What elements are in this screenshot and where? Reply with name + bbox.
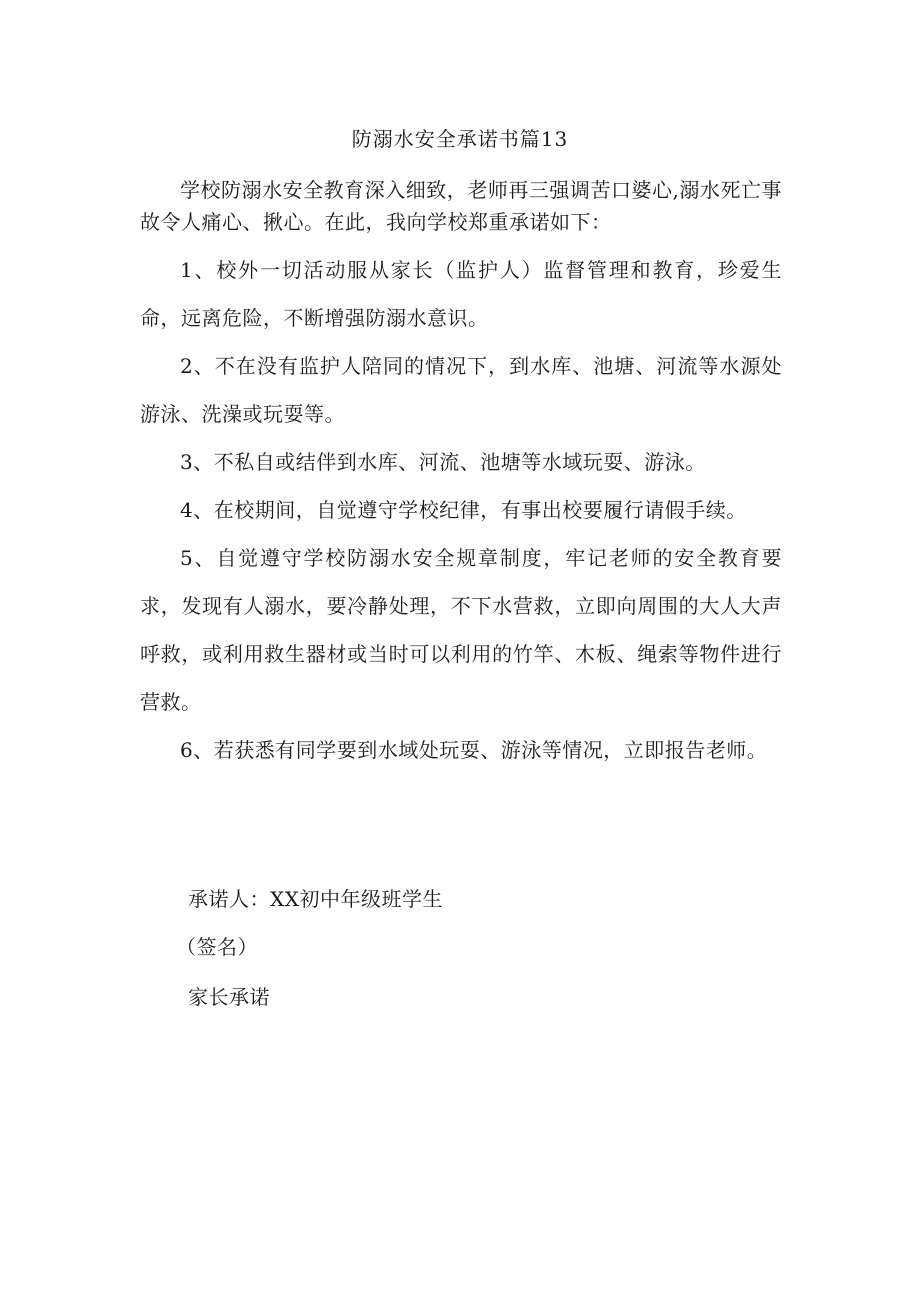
promise-item-1: 1、校外一切活动服从家长（监护人）监督管理和教育，珍爱生命，远离危险，不断增强防溺水意识。 xyxy=(140,258,782,330)
parent-promise-heading: 家长承诺 xyxy=(188,985,270,1009)
signature-note: （签名） xyxy=(176,935,258,959)
promise-item-2: 2、不在没有监护人陪同的情况下，到水库、池塘、河流等水源处游泳、洗澡或玩耍等。 xyxy=(140,354,782,426)
intro-paragraph: 学校防溺水安全教育深入细致，老师再三强调苦口婆心,溺水死亡事故令人痛心、揪心。在此，我向学校郑重承诺如下： xyxy=(140,178,782,234)
signer-line: 承诺人：XX初中年级班学生 xyxy=(188,887,443,911)
promise-item-5: 5、自觉遵守学校防溺水安全规章制度，牢记老师的安全教育要求，发现有人溺水，要冷静处理，不下水营救，立即向周围的大人大声呼救，或利用救生器材或当时可以利用的竹竿、木板、绳索等物件进行营救。 xyxy=(140,546,782,714)
promise-item-6: 6、若获悉有同学要到水域处玩耍、游泳等情况，立即报告老师。 xyxy=(180,738,768,762)
promise-item-3: 3、不私自或结伴到水库、河流、池塘等水域玩耍、游泳。 xyxy=(180,450,706,474)
promise-item-4: 4、在校期间，自觉遵守学校纪律，有事出校要履行请假手续。 xyxy=(180,498,747,522)
promise-list xyxy=(140,246,782,774)
document-title: 防溺水安全承诺书篇13 xyxy=(351,127,569,151)
